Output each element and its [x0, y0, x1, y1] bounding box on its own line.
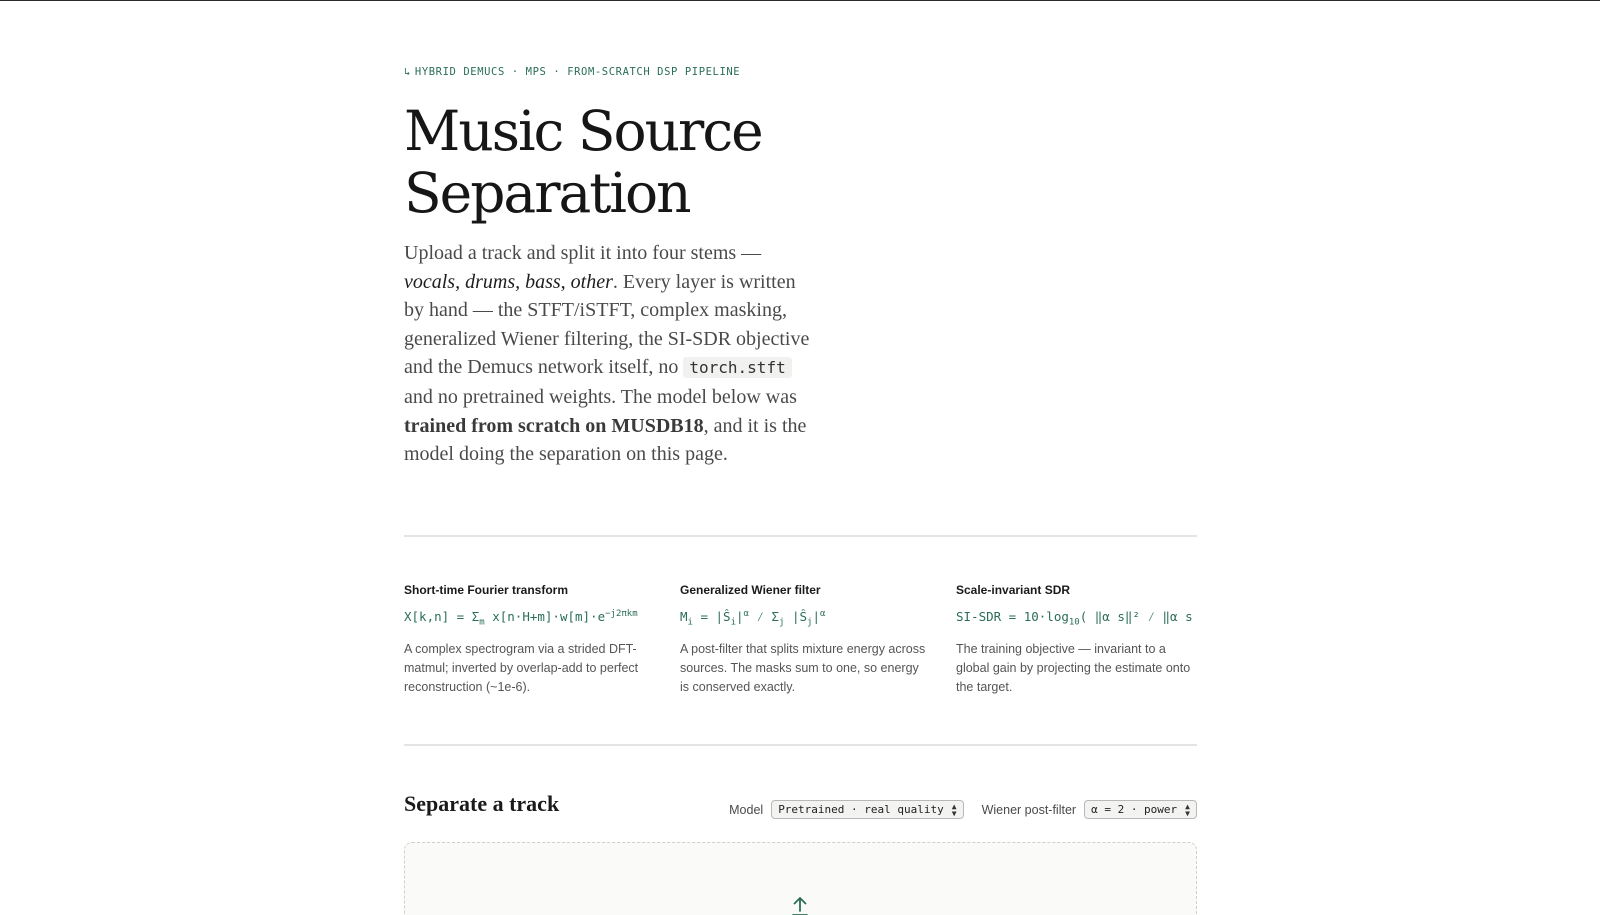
formula-part: M [680, 609, 688, 625]
return-arrow-icon: ↳ [404, 66, 411, 78]
feature-si-sdr [956, 583, 1197, 697]
separation-controls [729, 800, 1197, 819]
divider [404, 535, 1197, 537]
formula-sub: j [779, 617, 785, 628]
intro-text-3: and no pretrained weights. The model below was [404, 385, 797, 408]
formula-part: = |Ŝ [692, 609, 731, 625]
feature-title: Short-time Fourier transform [404, 583, 569, 597]
feature-description: The training objective — invariant to a global gain by projecting the estimate onto the target. [956, 642, 1191, 694]
feature-formula [956, 609, 1197, 629]
eyebrow-text: HYBRID DEMUCS · MPS · FROM-SCRATCH DSP PIPELINE [414, 66, 741, 78]
feature-stft [404, 583, 652, 697]
feature-title: Scale-invariant SDR [956, 583, 1071, 597]
inline-code: torch.stft [683, 357, 791, 378]
intro-text-4: , and it is the model doing the separation on this page. [404, 414, 807, 466]
intro-emphasis: trained from scratch on MUSDB18 [404, 414, 704, 437]
top-border [0, 0, 1600, 1]
section-title: Separate a track [404, 791, 560, 816]
formula-part: | [812, 609, 820, 625]
formula-sub: i [687, 617, 693, 628]
formula-part: | [736, 609, 744, 625]
formula-part: |Ŝ [784, 609, 808, 625]
intro-paragraph [404, 239, 814, 469]
page-title [404, 100, 1004, 224]
wiener-label: Wiener post-filter [981, 802, 1077, 817]
stem-list: vocals, drums, bass, other [404, 270, 613, 293]
model-select[interactable] [771, 800, 963, 819]
formula-sup: −j2πkm [605, 609, 638, 619]
upload-arrow-icon [791, 895, 809, 915]
wiener-select-value: α = 2 · power [1091, 803, 1178, 816]
model-label: Model [729, 802, 764, 817]
feature-wiener [680, 583, 928, 697]
feature-formula [680, 609, 928, 629]
intro-text-1: Upload a track and split it into four stems — [404, 242, 762, 264]
formula-sup: α [820, 609, 826, 619]
formula-part: ⁄ Σ [748, 609, 780, 625]
select-caret-icon: ▲ ▼ [1185, 801, 1190, 818]
formula-part: SI-SDR = 10·log [956, 609, 1069, 624]
title-line-2: Separation [404, 161, 690, 225]
upload-dropzone[interactable] [404, 842, 1197, 915]
formula-sub: 10 [1068, 617, 1080, 628]
model-select-value: Pretrained · real quality [778, 803, 944, 816]
formula-sub: i [730, 617, 737, 628]
formula-sub: j [807, 617, 813, 628]
wiener-select[interactable] [1084, 800, 1197, 819]
feature-formula [404, 609, 652, 629]
formula-part: ( ‖α s‖² ⁄ ‖α s [1079, 609, 1193, 624]
select-caret-icon: ▲ ▼ [951, 801, 957, 818]
feature-title: Generalized Wiener filter [680, 583, 821, 597]
formula-part: X[k,n] = Σ [404, 609, 480, 625]
feature-description: A post-filter that splits mixture energy across sources. The masks sum to one, so energy is conserved exactly. [680, 642, 926, 694]
formula-sup: α [743, 609, 749, 619]
eyebrow [404, 66, 740, 78]
title-line-1: Music Source [404, 99, 762, 163]
formula-part: x[n·H+m]·w[m]·e [484, 609, 606, 625]
intro-text-2: . Every layer is written by hand — the STFT/iSTFT, complex masking, generalized Wiener filtering, the SI-SDR objective and the Demucs network itself, no [404, 270, 810, 379]
formula-sub: m [479, 617, 485, 628]
divider [404, 744, 1197, 746]
feature-description: A complex spectrogram via a strided DFT-matmul; inverted by overlap-add to perfect reconstruction (~1e-6). [404, 642, 639, 694]
